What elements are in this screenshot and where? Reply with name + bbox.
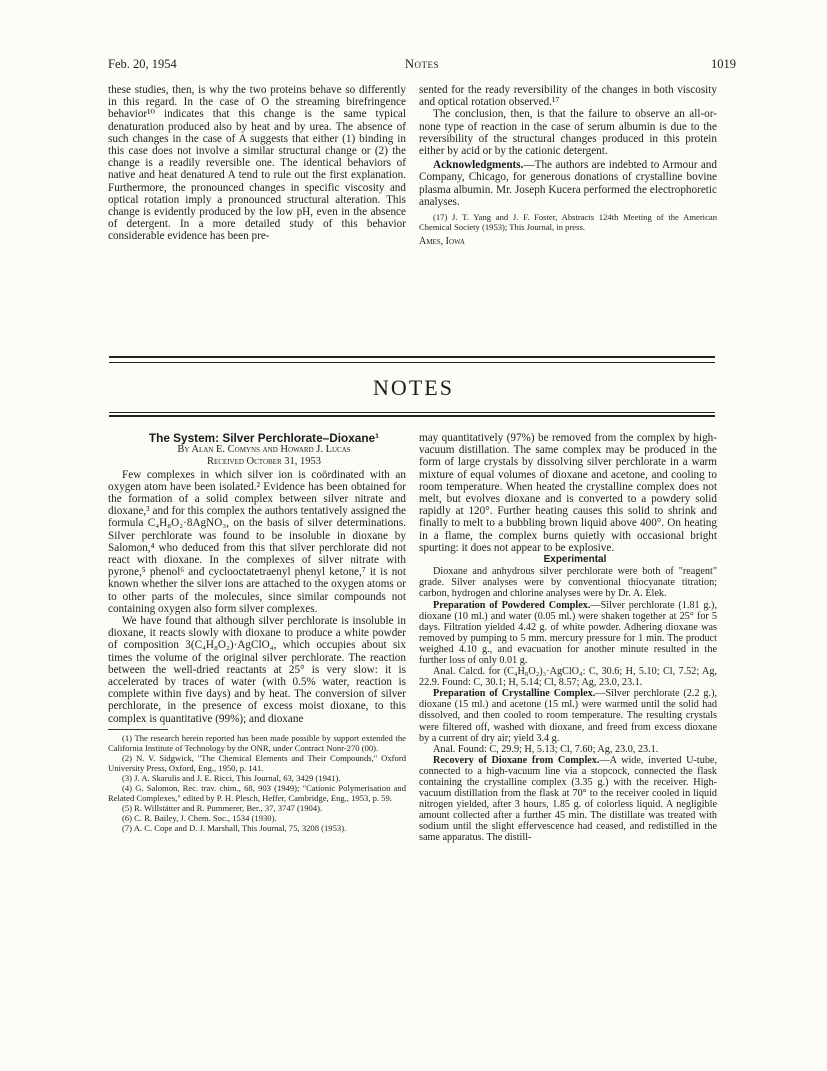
prep-powdered-paragraph: [419, 600, 717, 667]
footnote-5: (5) R. Willstätter and R. Pummerer, Ber., 37, 3747 (1904).: [122, 802, 323, 813]
ack-label: Acknowledgments.: [433, 159, 524, 172]
recovery-label: Recovery of Dioxane from Complex.: [433, 754, 600, 766]
footnote-2: (2) N. V. Sidgwick, "The Chemical Elements and Their Compounds," Oxford University Press, Oxford, Eng., 1950, p. 141.: [108, 752, 406, 773]
footnote-1: (1) The research herein reported has been made possible by support extended the California Institute of Technology by the ONR, under Contract Nonr-270 (00).: [108, 732, 406, 753]
prep-crystalline-label: Preparation of Crystalline Complex.: [433, 688, 596, 700]
findings-paragraph: We have found that although silver perchlorate is insoluble in dioxane, it reacts slowly with dioxane to produce a white powder of composition 3(C₄H₈O₂)·AgClO₄, which occupies about six times the volume of the original silver perchlorate. The reaction between the well-dried reactants at 25° is very slow: it is accelerated by traces of water (with 0.5% water, reaction is complete within five days) and by heat. The conversion of silver perchlorate, in the presence of excess moist dioxane, to this complex is quantitative (99%); and dioxane: [108, 615, 406, 725]
prep-crystalline-paragraph: [419, 688, 717, 743]
header-page-number: 1019: [711, 57, 736, 71]
section-rule-top-thin: [109, 362, 715, 363]
continued-paragraph: may quantitatively (97%) be removed from the complex by high-vacuum distillation. The same complex may be produced in the form of large crystals by dissolving silver perchlorate in a warm mixture of equal volumes of dioxane and acetone, and cooling to room temperature. When heated the crystalline complex does not melt, but evolves dioxane and is converted to a powdery solid rapidly at 120°. Further heating causes this solid to shrink and finally to melt to a bubbling brown liquid above 400°. On heating in a flame, the complex burns quietly with occasional bright spurting: it does not appear to be explosive.: [419, 432, 717, 554]
footnote-6: (6) C. R. Bailey, J. Chem. Soc., 1534 (1930).: [122, 812, 277, 823]
conclusion-paragraph: The conclusion, then, is that the failure to observe an all-or-none type of reaction in the case of serum albumin is due to the reversibility of the structural changes produced in this protein either by acid or by the cationic detergent.: [419, 108, 717, 158]
header-date: Feb. 20, 1954: [108, 57, 177, 71]
section-rule-bottom-thick: [109, 415, 715, 417]
materials-paragraph: Dioxane and anhydrous silver perchlorate were both of "reagent" grade. Silver analyses were by conventional thiocyanate titration; carbon, hydrogen and chlorine analyses were by Dr. A. Elek.: [419, 566, 717, 600]
footnote-divider: [108, 729, 168, 730]
acknowledgments: [419, 159, 717, 208]
footnote-7: (7) A. C. Cope and D. J. Marshall, This Journal, 75, 3208 (1953).: [122, 822, 347, 833]
article-left-column: [108, 432, 406, 833]
section-rule-bottom: [109, 412, 715, 413]
prep-crystalline-text: —Silver perchlorate (2.2 g.), dioxane (15 ml.) and acetone (15 ml.) were warmed until the solid had dissolved, and then cooled to room temperature. The resulting crystals were filtered off, washed with dioxane, and freed from excess dioxane by a current of dry air; yield 3.4 g.: [419, 688, 718, 744]
article-byline: By Alan E. Comyns and Howard J. Lucas: [177, 444, 351, 456]
running-header: [108, 57, 736, 73]
experimental-heading: Experimental: [543, 554, 607, 566]
continued-paragraph-end: sented for the ready reversibility of the changes in both viscosity and optical rotation observed.¹⁷: [419, 84, 717, 109]
recovery-text: —A wide, inverted U-tube, connected to a high-vacuum line via a stopcock, connected the flask containing the crystalline complex (3.35 g.) with the receiver. High-vacuum distillation from the flask at 70° to the receiver cooled in liquid nitrogen yielded, after 3 hours, 1.85 g. of colorless liquid. A negligible amount collected after a further 45 min. The distillate was treated with sodium until the slight effervescence had ceased, and redistilled in the same apparatus. The distill-: [419, 754, 718, 844]
recovery-paragraph: [419, 755, 717, 844]
analysis-1: Anal. Calcd. for (C₄H₈O₂)₃·AgClO₄: C, 30.6; H, 5.10; Cl, 7.52; Ag, 22.9. Found: C, 30.1; H, 5.14; Cl, 8.57; Ag, 23.0, 23.1.: [419, 666, 717, 689]
article-title: The System: Silver Perchlorate–Dioxane¹: [148, 431, 380, 445]
article-right-column: [419, 432, 717, 844]
top-left-column: [108, 84, 406, 243]
top-right-column: [419, 84, 717, 248]
section-rule-top: [109, 356, 715, 358]
footnote-4: (4) G. Salomon, Rec. trav. chim., 68, 903 (1949); "Cationic Polymerisation and Related Complexes," edited by P. H. Plesch, Heffer, Cambridge, Eng., 1953, p. 59.: [108, 782, 406, 803]
analysis-2: Anal. Found: C, 29.9; H, 5.13; Cl, 7.60; Ag, 23.0, 23.1.: [433, 743, 659, 755]
prep-powdered-text: —Silver perchlorate (1.81 g.), dioxane (10 ml.) and water (0.05 ml.) were shaken together at 25° for 5 days. Filtration yielded 4.42 g. of white powder. Adhering dioxane was removed by pumping to 5 mm. mercury pressure for 1 min. The product weighed 4.10 g., and evacuation for another minute resulted in the further loss of only 0.01 g.: [419, 599, 717, 666]
footnote-3: (3) J. A. Skarulis and J. E. Ricci, This Journal, 63, 3429 (1941).: [122, 772, 341, 783]
prep-powdered-label: Preparation of Powdered Complex.: [433, 599, 591, 611]
received-date: Received October 31, 1953: [206, 456, 321, 468]
intro-paragraph: Few complexes in which silver ion is coördinated with an oxygen atom have been isolated.² Evidence has been obtained for the formation of a solid complex between silver nitrate and dioxane,³ and for this complex the authors tentatively assigned the formula C₄H₈O₂·8AgNO₃, on the basis of silver determinations. Silver perchlorate was found to be insoluble in dioxane by Salomon,⁴ who deduced from this that silver perchlorate did not react with dioxane. In the complexes of silver nitrate with pyrone,⁵ phenol⁶ and cyclooctatetraenyl phenyl ketone,⁷ it is not known whether the silver ions are attached to the oxygen atoms or to other parts of the molecules, since similar compounds not containing oxygen also form silver complexes.: [108, 468, 406, 615]
ack-text: —The authors are indebted to Armour and Company, Chicago, for generous donations of crystalline bovine plasma albumin. Mr. Joseph Kucera performed the electrophoretic analyses.: [419, 159, 717, 208]
header-section: Notes: [404, 57, 440, 71]
footnote-17: (17) J. T. Yang and J. F. Foster, Abstracts 124th Meeting of the American Chemical Society (1953); This Journal, in press.: [419, 212, 717, 233]
section-title: NOTES: [373, 375, 454, 400]
continued-paragraph: these studies, then, is why the two proteins behave so differently in this regard. In the case of O the streaming birefringence behavior¹⁰ indicates that this change is the same typical denaturation produced also by heat and by urea. The absence of such changes in the case of A suggests that either (1) binding in this case does not involve a similar structural change or (2) the change is a readily reversible one. The identical behaviors of native and heat denatured A tend to rule out the first explanation. Furthermore, the pronounced changes in specific viscosity and optical rotation imply a pronounced structural alteration. This change is evidently produced by the low pH, even in the absence of detergent. In a more detailed study of this behavior considerable evidence has been pre-: [108, 84, 406, 243]
affiliation: Ames, Iowa: [419, 236, 465, 248]
